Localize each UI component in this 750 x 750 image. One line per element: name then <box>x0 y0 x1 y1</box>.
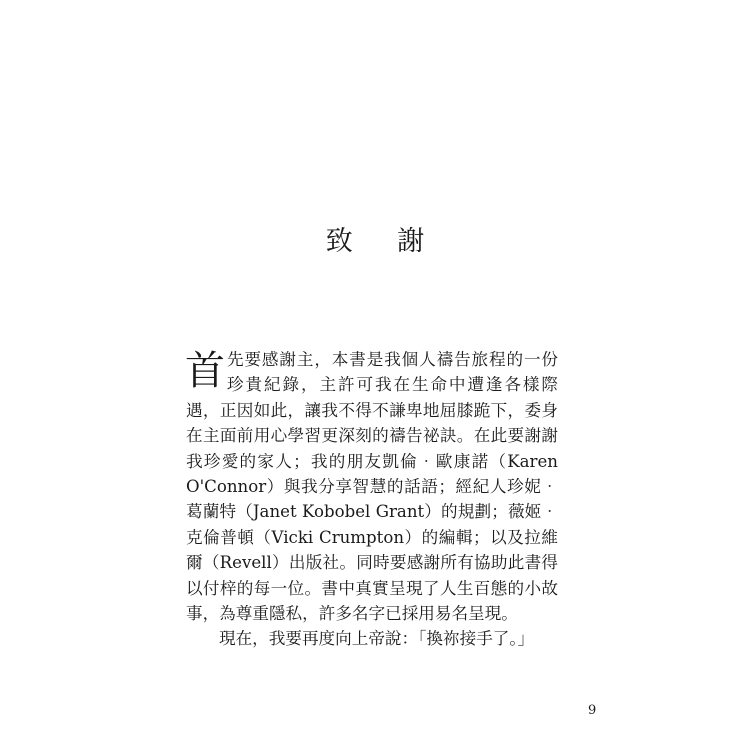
drop-cap: 首 <box>185 348 225 394</box>
paragraph-2: 現在，我要再度向上帝說：「換祢接手了。」 <box>219 629 535 649</box>
page-number: 9 <box>588 703 597 718</box>
page-title: 致 謝 <box>325 226 443 257</box>
paragraph-1-text: 先要感謝主，本書是我個人禱告旅程的一份珍貴紀錄，主許可我在生命中遭逢各樣際遇，正因如此，讓我不得不謙卑地屈膝跪下，委身在主面前用心學習更深刻的禱告祕訣。在此要謝謝我珍愛的家人；我的朋友凱倫‧歐康諾（Karen O'Connor）與我分享智慧的話語；經紀人珍妮‧葛蘭特（Janet Kobobel Grant）的規劃；薇姬‧克倫普頓（Vicki Crumpton）的編輯；以及拉維爾（Revell）出版社。同時要感謝所有協助此書得以付梓的每一位。書中真實呈現了人生百態的小故事，為尊重隱私，許多名字已採用易名呈現。 <box>186 350 558 624</box>
paragraph-1 <box>186 347 558 626</box>
acknowledgments-body <box>186 347 558 652</box>
